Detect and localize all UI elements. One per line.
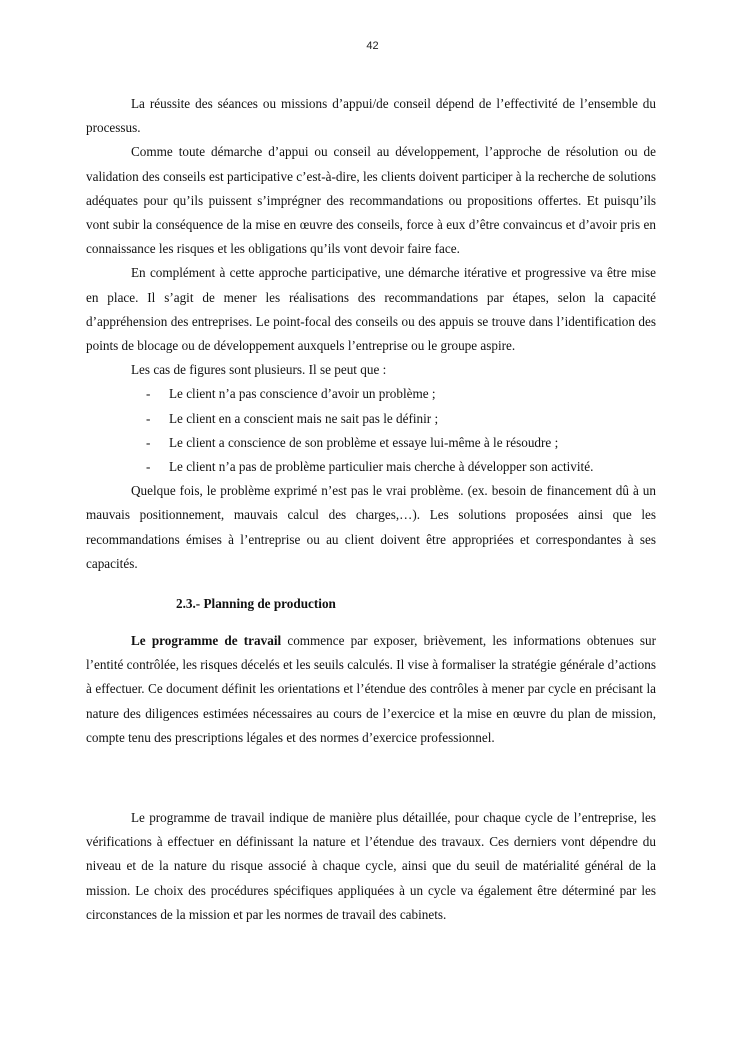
page-number: 42 bbox=[366, 40, 379, 52]
list-item bbox=[146, 431, 656, 455]
bullet-marker: - bbox=[146, 459, 151, 475]
bullet-marker: - bbox=[146, 434, 151, 450]
section-heading-block bbox=[86, 592, 656, 616]
bullet-marker: - bbox=[146, 386, 151, 402]
work-program-text: commence par exposer, brièvement, les informations obtenues sur l’entité contrôlée, les risques décelés et les seuils calculés. Il vise à formaliser la stratégie générale d’actions à effectuer. Ce document définit les orientations et l’étendue des contrôles à mener par cycle en précisant la nature des diligences estimées nécessaires au cours de l’exercice et la mise en œuvre du plan de mission, compte tenu des prescriptions légales et des normes d’exercice professionnel. bbox=[86, 633, 656, 745]
list-item-text: Le client n’a pas conscience d’avoir un problème ; bbox=[169, 386, 436, 402]
paragraph-iterative-approach: En complément à cette approche participative, une démarche itérative et progressive va être mise en place. Il s’agit de mener les réalisations des recommandations par étapes, selon la capacité d’appréhension des entreprises. Le point-focal des conseils ou des appuis se trouve dans l’identification des points de blocage ou de développement auxquels l’entreprise ou le groupe aspire. bbox=[86, 265, 656, 354]
section-title: 2.3.- Planning de production bbox=[176, 596, 336, 611]
list-item bbox=[146, 407, 656, 431]
bullet-marker: - bbox=[146, 410, 151, 426]
paragraph-work-program-detail: Le programme de travail indique de manière plus détaillée, pour chaque cycle de l’entreprise, les vérifications à effectuer en définissant la nature et l’étendue des travaux. Ces derniers vont dépendre du niveau et de la nature du risque associé à chaque cycle, ainsi que du seuil de matérialité général de la mission. Le choix des procédures spécifiques appliquées à un cycle va également être déterminé par les circonstances de la mission et par les normes de travail des cabinets. bbox=[86, 810, 656, 922]
paragraph-real-problem: Quelque fois, le problème exprimé n’est pas le vrai problème. (ex. besoin de financement dû à un mauvais positionnement, mauvais calcul des charges,…). Les solutions proposées ainsi que les recommandations émises à l’entreprise ou au client doivent être appropriées et correspondantes à ses capacités. bbox=[86, 483, 656, 571]
paragraph-work-program bbox=[86, 629, 656, 750]
list-item-text: Le client en a conscient mais ne sait pas le définir ; bbox=[169, 410, 439, 426]
paragraph-cases-intro: Les cas de figures sont plusieurs. Il se peut que : bbox=[131, 362, 387, 378]
list-item-text: Le client n’a pas de problème particulier mais cherche à développer son activité. bbox=[169, 459, 594, 475]
list-item bbox=[146, 382, 656, 406]
cases-list bbox=[86, 382, 656, 479]
work-program-lead: Le programme de travail bbox=[131, 633, 282, 648]
paragraph-participative-approach: Comme toute démarche d’appui ou conseil au développement, l’approche de résolution ou de validation des conseils est participative c’est-à-dire, les clients doivent participer à la recherche de solutions adéquates pour qu’ils puissent s’imprégner des recommandations ou propositions offertes. Et puisqu’ils vont subir la conséquence de la mise en œuvre des conseils, force à eux d’être convaincus et d’avoir pris en connaissance les risques et les obligations qu’ils vont devoir faire face. bbox=[86, 144, 656, 257]
work-program-detail-block bbox=[86, 806, 656, 927]
work-program-block bbox=[86, 617, 656, 750]
intro-block bbox=[86, 92, 656, 576]
paragraph-success: La réussite des séances ou missions d’appui/de conseil dépend de l’effectivité de l’ensemble du processus. bbox=[86, 96, 656, 136]
list-item-text: Le client a conscience de son problème et essaye lui-même à le résoudre ; bbox=[169, 434, 559, 450]
list-item bbox=[146, 455, 656, 479]
